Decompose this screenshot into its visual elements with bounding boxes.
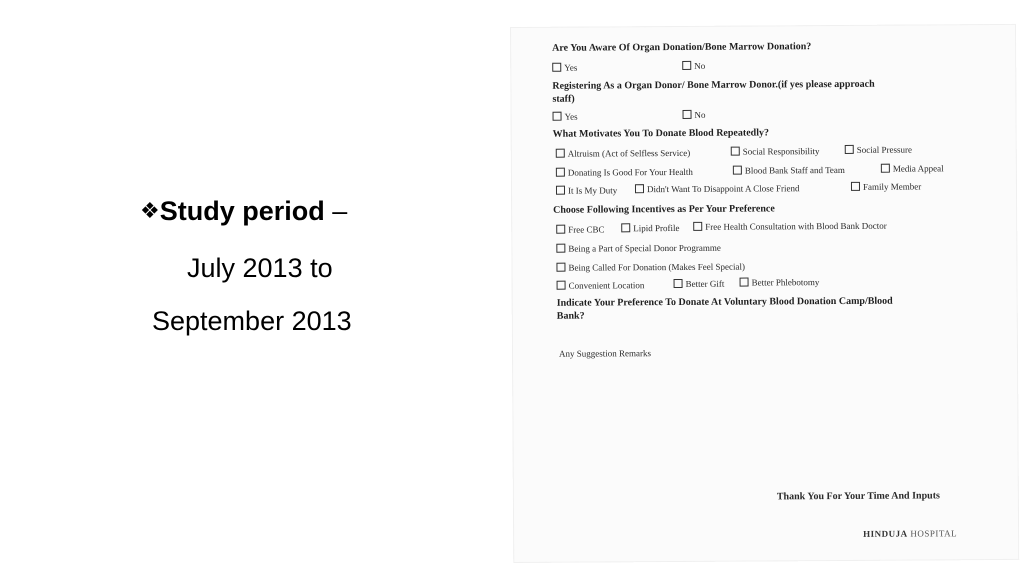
- question-camp-preference-cont: Bank?: [556, 310, 585, 322]
- checkbox-icon: [553, 112, 562, 121]
- question-register-donor: Registering As a Organ Donor/ Bone Marrow Donor.(if yes please approach: [552, 78, 875, 92]
- checkbox-icon: [556, 168, 565, 177]
- option-yes-1: Yes: [552, 63, 577, 73]
- checkbox-icon: [733, 166, 742, 175]
- checkbox-icon: [556, 149, 565, 158]
- study-period-label: Study period: [159, 196, 325, 226]
- checkbox-icon: [556, 263, 565, 272]
- option-good-for-health: Donating Is Good For Your Health: [556, 167, 693, 178]
- question-register-donor-cont: staff): [552, 93, 575, 105]
- hospital-logo: HINDUJA HOSPITAL: [863, 528, 958, 539]
- checkbox-icon: [851, 182, 860, 191]
- option-no-2: No: [683, 110, 706, 120]
- option-my-duty: It Is My Duty: [556, 185, 617, 195]
- checkbox-icon: [674, 279, 683, 288]
- suggestion-remarks-label: Any Suggestion Remarks: [558, 348, 652, 359]
- checkbox-icon: [731, 147, 740, 156]
- checkbox-icon: [682, 61, 691, 70]
- checkbox-icon: [556, 225, 565, 234]
- option-yes-2: Yes: [553, 112, 578, 122]
- question-motivation: What Motivates You To Donate Blood Repeatedly?: [552, 127, 769, 140]
- option-close-friend: Didn't Want To Disappoint A Close Friend: [635, 183, 799, 194]
- study-period-end: September 2013: [152, 306, 352, 336]
- option-media-appeal: Media Appeal: [881, 163, 944, 173]
- option-called-for-donation: Being Called For Donation (Makes Feel Special): [556, 262, 745, 273]
- option-family-member: Family Member: [851, 181, 921, 191]
- option-no-1: No: [682, 61, 705, 71]
- diamond-bullet-icon: ❖: [140, 198, 160, 223]
- checkbox-icon: [621, 223, 630, 232]
- checkbox-icon: [740, 278, 749, 287]
- checkbox-icon: [552, 63, 561, 72]
- option-lipid-profile: Lipid Profile: [621, 223, 679, 233]
- scanned-questionnaire: [510, 24, 1019, 563]
- option-convenient-location: Convenient Location: [557, 280, 645, 291]
- option-social-responsibility: Social Responsibility: [731, 146, 820, 157]
- study-period-start: July 2013 to: [187, 253, 333, 283]
- checkbox-icon: [556, 244, 565, 253]
- option-better-phlebotomy: Better Phlebotomy: [740, 277, 820, 287]
- checkbox-icon: [881, 164, 890, 173]
- option-better-gift: Better Gift: [674, 279, 725, 289]
- checkbox-icon: [693, 222, 702, 231]
- checkbox-icon: [557, 281, 566, 290]
- option-social-pressure: Social Pressure: [845, 145, 912, 155]
- checkbox-icon: [556, 186, 565, 195]
- option-altruism: Altruism (Act of Selfless Service): [556, 148, 691, 159]
- option-staff-team: Blood Bank Staff and Team: [733, 165, 845, 176]
- checkbox-icon: [845, 145, 854, 154]
- checkbox-icon: [635, 184, 644, 193]
- checkbox-icon: [683, 110, 692, 119]
- question-organ-awareness: Are You Aware Of Organ Donation/Bone Marrow Donation?: [552, 41, 812, 54]
- study-period-dash: –: [324, 196, 348, 226]
- question-camp-preference: Indicate Your Preference To Donate At Voluntary Blood Donation Camp/Blood: [556, 295, 893, 309]
- option-special-donor: Being a Part of Special Donor Programme: [556, 243, 721, 254]
- thank-you-note: Thank You For Your Time And Inputs: [776, 490, 940, 503]
- question-incentives: Choose Following Incentives as Per Your Preference: [553, 203, 775, 216]
- option-free-cbc: Free CBC: [556, 224, 604, 234]
- option-health-consultation: Free Health Consultation with Blood Bank Doctor: [693, 221, 887, 232]
- study-period-heading: [140, 196, 347, 227]
